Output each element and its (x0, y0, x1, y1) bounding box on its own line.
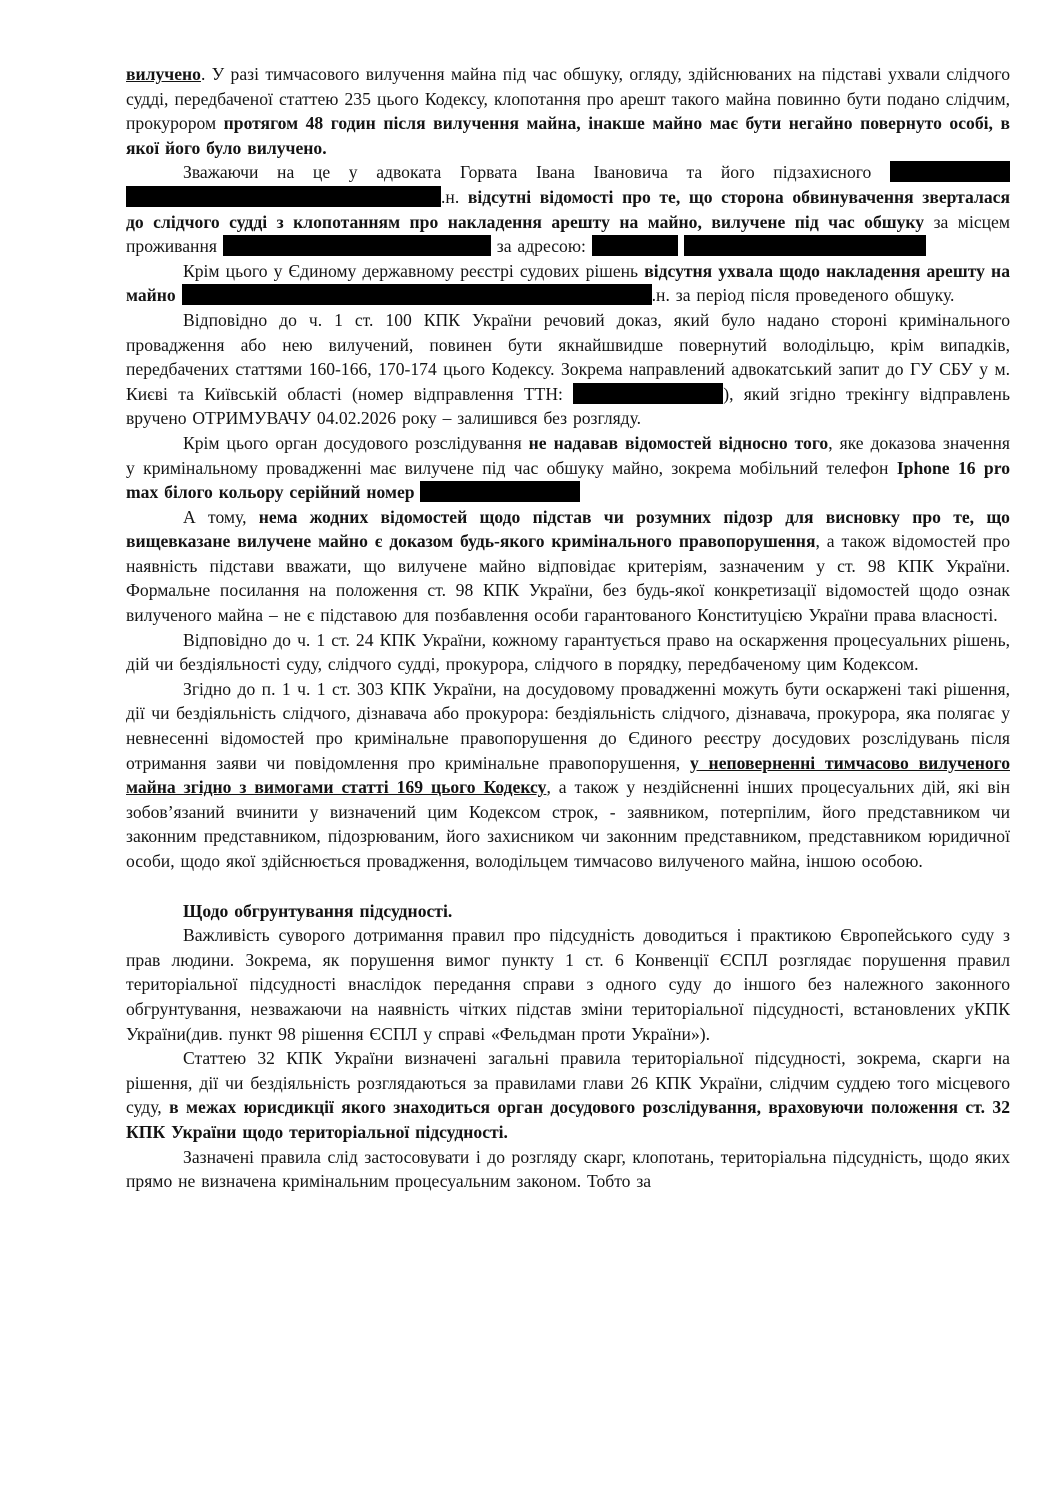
paragraph (126, 431, 1010, 505)
paragraph (126, 259, 1010, 308)
paragraph (126, 1046, 1010, 1144)
redaction-bar (182, 284, 652, 305)
text-run: Щодо обгрунтування підсудності. (183, 900, 453, 921)
redaction-bar (573, 383, 723, 404)
text-run: Крім цього у Єдиному державному реєстрі судових рішень (183, 260, 645, 281)
text-run: протягом 48 годин після вилучення майна, інакше майно має бути негайно повернуто особі, в якої його було вилучено. (126, 113, 1010, 158)
paragraph (126, 923, 1010, 1046)
text-run: відсутня ухвала щодо накладення арешту на майно (126, 260, 1010, 306)
paragraph (126, 505, 1010, 628)
paragraph (126, 677, 1010, 874)
text-run: Зазначені правила слід застосовувати і до розгляду скарг, клопотань, територіальна підсудність, щодо яких прямо не визначена кримінальним процесуальним законом. Тобто за (126, 1146, 1010, 1192)
paragraph (126, 1145, 1010, 1194)
text-run: Важливість суворого дотримання правил про підсудність доводиться і практикою Європейського суду з прав людини. Зокрема, як порушення вимог пункту 1 ст. 6 Конвенції ЄСПЛ розглядає порушення правил територіальної підсудності внаслідок передання справи з одного суду до іншого без належного законного обгрунтування, незважаючи на наявність чітких підстав зміни територіальної підсудності, встановлених уКПК України(див. пункт 98 рішення ЄСПЛ у справі «Фельдман проти України»). (126, 925, 1010, 1044)
text-run: ), який згідно трекінгу відправлень вручено ОТРИМУВАЧУ 04.02.2026 року – залишився без розгляду. (126, 383, 1010, 429)
text-run: А тому, (183, 506, 259, 527)
text-run: в межах юрисдикції якого знаходиться орган досудового розслідування, враховуючи положення ст. 32 КПК України щодо територіальної підсудності. (126, 1097, 1010, 1142)
text-run: Iphone 16 pro max білого кольору серійний номер (126, 457, 1010, 503)
document-body (126, 62, 1010, 1194)
paragraph (126, 308, 1010, 431)
text-run: , яке доказова значення у кримінальному провадженні має вилучене під час обшуку майно, зокрема мобільний телефон (126, 432, 1010, 478)
paragraph (126, 62, 1010, 160)
text-run: Відповідно до ч. 1 ст. 24 КПК України, кожному гарантується право на оскарження процесуальних рішень, дій чи бездіяльності суду, слідчого судді, прокурора, слідчого в порядку, передбаченому цим Кодексом. (126, 629, 1010, 675)
text-run: нема жодних відомостей щодо підстав чи розумних підозр для висновку про те, що вищевказане вилучене майно є доказом будь-якого кримінального правопорушення (126, 506, 1010, 552)
text-run: Згідно до п. 1 ч. 1 ст. 303 КПК України, на досудовому провадженні можуть бути оскаржені такі рішення, дії чи бездіяльність слідчого, дізнавача або прокурора: бездіяльність слідчого, дізнавача, прокурора, яка полягає у невнесенні відомостей про кримінальне правопорушення до Єдиного реєстру досудових розслідувань після отримання заяви чи повідомлення про кримінальне правопорушення, (126, 678, 1010, 773)
text-run: , а також у нездійсненні інших процесуальних дій, які він зобов’язаний вчинити у визначений цим Кодексом строк, - заявником, потерпілим, його представником чи законним представником, підозрюваним, його захисником чи законним представником, представником юридичної особи, щодо якої здійснюється провадження, володільцем тимчасово вилученого майна, іншою особою. (126, 777, 1010, 871)
redaction-bar (890, 161, 1010, 182)
redaction-bar (420, 481, 580, 502)
text-run: за місцем проживання (126, 211, 1010, 257)
redaction-bar (126, 186, 441, 207)
text-run: .н. (441, 186, 468, 207)
text-run: Відповідно до ч. 1 ст. 100 КПК України речовий доказ, який було надано стороні кримінального провадження або нею вилучений, повинен бути якнайшвидше повернутий володільцю, крім випадків, передбачених статтями 160-166, 170-174 цього Кодексу. Зокрема направлений адвокатський запит до ГУ СБУ у м. Києві та Київській області (номер відправлення ТТН: (126, 309, 1010, 404)
text-run: , а також відомостей про наявність підстави вважати, що вилучене майно відповідає критеріям, зазначеним у ст. 98 КПК України. Формальне посилання на положення ст. 98 КПК України, без будь-якої конкретизації відомостей щодо ознак вилученого майна – не є підставою для позбавлення особи гарантованого Конституцією України права власності. (126, 531, 1010, 626)
text-run: Крім цього орган досудового розслідування (183, 432, 529, 453)
text-run: Статтею 32 КПК України визначені загальні правила територіальної підсудності, зокрема, скарги на рішення, дії чи бездіяльність розглядаються за правилами глави 26 КПК України, слідчим суддею того місцевого суду, (126, 1048, 1010, 1118)
text-run: . У разі тимчасового вилучення майна під час обшуку, огляду, здійснюваних на підставі ухвали слідчого судді, передбаченої статтею 235 цього Кодексу, клопотання про арешт такого майна повинно бути подано слідчим, прокурором (126, 64, 1010, 134)
paragraph (126, 628, 1010, 677)
text-run: вилучено (126, 64, 201, 84)
text-run: Зважаючи на це у адвоката Горвата Івана Івановича та його підзахисного (183, 162, 890, 183)
text-run: за адресою: (490, 236, 592, 257)
redaction-bar (223, 235, 491, 256)
redaction-bar (684, 235, 926, 256)
paragraph (126, 160, 1010, 258)
text-run: у неповерненні тимчасово вилученого майна згідно з вимогами статті 169 цього Кодексу (126, 752, 1010, 798)
section-heading (126, 899, 1010, 924)
text-run: .н. за період після проведеного обшуку. (651, 285, 955, 306)
redaction-bar (592, 235, 678, 256)
text-run: не надавав відомостей відносно того (528, 432, 829, 453)
text-run: відсутні відомості про те, що сторона обвинувачення зверталася до слідчого судді з клопотанням про накладення арешту на майно, вилучене під час обшуку (126, 186, 1010, 232)
